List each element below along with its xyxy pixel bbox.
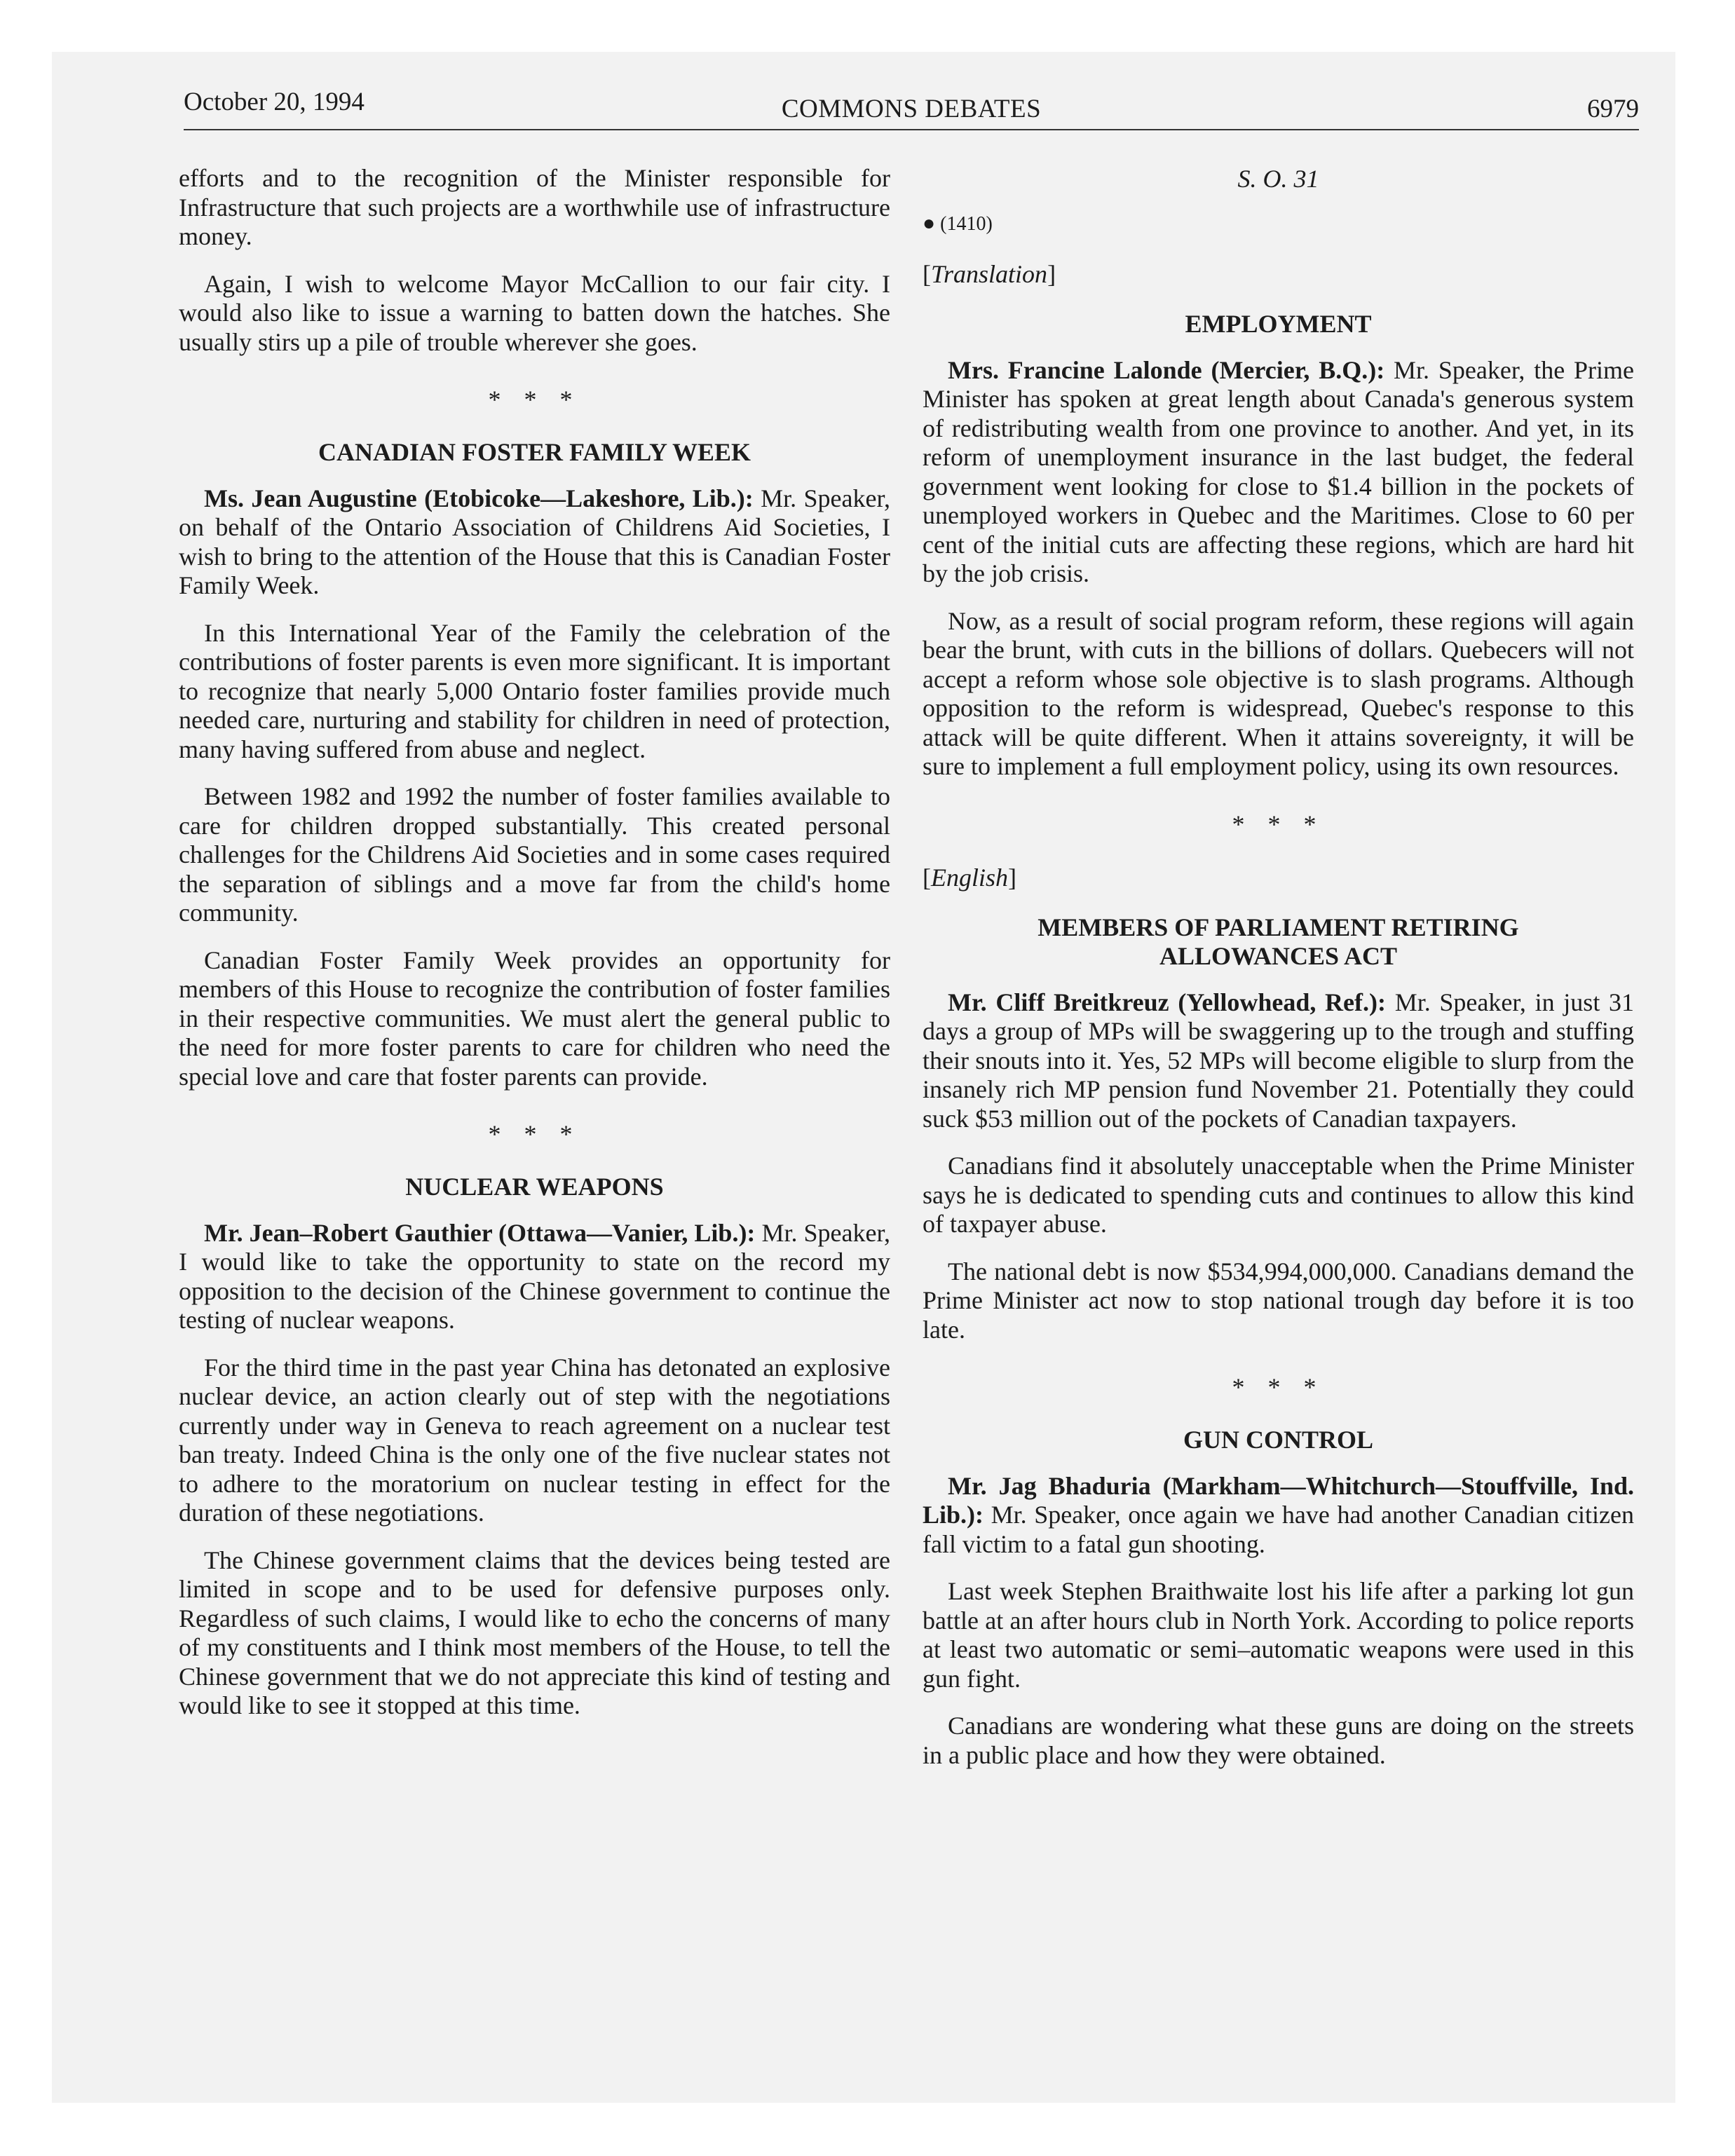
right-column [923, 164, 1634, 1788]
time-marker [923, 212, 1634, 236]
paragraph: In this International Year of the Family the celebration of the contributions of foster parents is even more significant. It is important to recognize that nearly 5,000 Ontario foster families provide much needed care, nurturing and stability for children in need of protection, many having suffered from abuse and neglect. [179, 618, 890, 763]
section-heading-line: ALLOWANCES ACT [1159, 942, 1398, 970]
paragraph: The national debt is now $534,994,000,000. Canadians demand the Prime Minister act now to stop national trough day before it is too late. [923, 1257, 1634, 1344]
bullet-icon: ● [923, 212, 936, 235]
section-nuclear-weapons [179, 1173, 890, 1721]
paragraph: Canadians find it absolutely unacceptable when the Prime Minister says he is dedicated to spending cuts and continues to allow this kind of taxpayer abuse. [923, 1152, 1634, 1238]
section-heading: CANADIAN FOSTER FAMILY WEEK [318, 438, 751, 466]
section-foster-family-week [179, 438, 890, 1091]
language-tag: [English] [923, 863, 1017, 892]
language-tag: [Translation] [923, 260, 1056, 288]
section-separator: * * * [1232, 1373, 1325, 1401]
speaker-name: Ms. Jean Augustine (Etobicoke—Lakeshore, Lib.): [204, 484, 754, 512]
section-heading: GUN CONTROL [1183, 1426, 1374, 1454]
paragraph: Last week Stephen Braithwaite lost his life after a parking lot gun battle at an after hours club in North York. According to police reports at least two automatic or semi–automatic weapons were used in this gun fight. [923, 1577, 1634, 1693]
section-retiring-allowances [923, 913, 1634, 1345]
paragraph: efforts and to the recognition of the Minister responsible for Infrastructure that such projects are a worthwhile use of infrastructure money. [179, 164, 890, 250]
paragraph: The Chinese government claims that the devices being tested are limited in scope and to be used for defensive purposes only. Regardless of such claims, I would like to echo the concerns of many of my constituents and I think most members of the House, to tell the Chinese government that we do not appreciate this kind of testing and would like to see it stopped at this time. [179, 1546, 890, 1719]
left-column [179, 164, 890, 1739]
page-header [184, 87, 1639, 130]
speaker-name: Mrs. Francine Lalonde (Mercier, B.Q.): [948, 355, 1385, 384]
header-date: October 20, 1994 [184, 88, 365, 116]
speech-text: Mr. Speaker, I would like to take the opportunity to state on the record my opposition to the decision of the Chinese government to continue the testing of nuclear weapons. [179, 1218, 890, 1334]
section-separator: * * * [488, 386, 581, 414]
paragraph: Canadians are wondering what these guns are doing on the streets in a public place and how they were obtained. [923, 1712, 1634, 1769]
language-tag-text: English [931, 863, 1009, 892]
section-employment [923, 310, 1634, 782]
speech-paragraph [179, 484, 890, 601]
speech-paragraph [923, 356, 1634, 589]
speech-paragraph [923, 988, 1634, 1134]
section-heading: EMPLOYMENT [1185, 310, 1372, 338]
speech-paragraph [179, 1219, 890, 1335]
section-separator: * * * [488, 1120, 581, 1148]
speaker-name: Mr. Jean–Robert Gauthier (Ottawa—Vanier, Lib.): [204, 1218, 756, 1247]
language-tag-text: Translation [931, 260, 1048, 288]
header-title: COMMONS DEBATES [781, 95, 1042, 123]
paragraph: Canadian Foster Family Week provides an opportunity for members of this House to recognize the contribution of foster families in their respective communities. We must alert the general public to the need for more foster parents to care for children who need the special love and care that foster parents can provide. [179, 946, 890, 1091]
speaker-name: Mr. Jag Bhaduria (Markham—Whitchurch—Stouffville, Ind. Lib.): [923, 1471, 1634, 1529]
section-separator: * * * [1232, 810, 1325, 838]
section-gun-control [923, 1426, 1634, 1770]
paragraph: For the third time in the past year China has detonated an explosive nuclear device, an action clearly out of step with the negotiations currently under way in Geneva to reach agreement on a nuclear test ban treaty. Indeed China is the only one of the five nuclear states not to adhere to the moratorium on nuclear testing in effect for the duration of these negotiations. [179, 1353, 890, 1527]
paragraph: Between 1982 and 1992 the number of foster families available to care for children dropped substantially. This created personal challenges for the Childrens Aid Societies and in some cases required the separation of siblings and a move far from the child's home community. [179, 782, 890, 927]
section-heading [923, 913, 1634, 971]
paragraph: Again, I wish to welcome Mayor McCallion to our fair city. I would also like to issue a warning to batten down the hatches. She usually stirs up a pile of trouble wherever she goes. [179, 269, 890, 356]
paragraph: Now, as a result of social program reform, these regions will again bear the brunt, with cuts in the billions of dollars. Quebecers will not accept a reform whose sole objective is to slash programs. Although opposition to the reform is widespread, Quebec's response to this attack will be quite different. When it attains sovereignty, it will be sure to implement a full employment policy, using its own resources. [923, 606, 1634, 780]
speech-text: Mr. Speaker, in just 31 days a group of MPs will be swaggering up to the trough and stuffing their snouts into it. Yes, 52 MPs will become eligible to slurp from the insanely rich MP pension fund November 21. Potentially they could suck $53 million out of the pockets of Canadian taxpayers. [923, 988, 1635, 1133]
section-heading-line: MEMBERS OF PARLIAMENT RETIRING [1037, 913, 1519, 941]
section-heading: NUCLEAR WEAPONS [405, 1173, 664, 1201]
speech-text: Mr. Speaker, on behalf of the Ontario Association of Childrens Aid Societies, I wish to bring to the attention of the House that this is Canadian Foster Family Week. [179, 484, 891, 599]
speech-text: Mr. Speaker, the Prime Minister has spoken at great length about Canada's generous system of redistributing wealth from one province to another. And yet, in its reform of unemployment insurance in the last budget, the federal government went looking for close to $1.4 billion in the pockets of unemployed workers in Quebec and the Maritimes. Close to 60 per cent of the initial cuts are affecting these regions, which are hard hit by the job crisis. [923, 355, 1634, 587]
standing-order-label: S. O. 31 [1237, 165, 1319, 193]
header-page-number: 6979 [1587, 95, 1639, 123]
speaker-name: Mr. Cliff Breitkreuz (Yellowhead, Ref.): [948, 988, 1386, 1016]
speech-text: Mr. Speaker, once again we have had another Canadian citizen fall victim to a fatal gun shooting. [923, 1501, 1635, 1558]
time-marker-text: (1410) [940, 213, 993, 235]
speech-paragraph [923, 1472, 1634, 1560]
